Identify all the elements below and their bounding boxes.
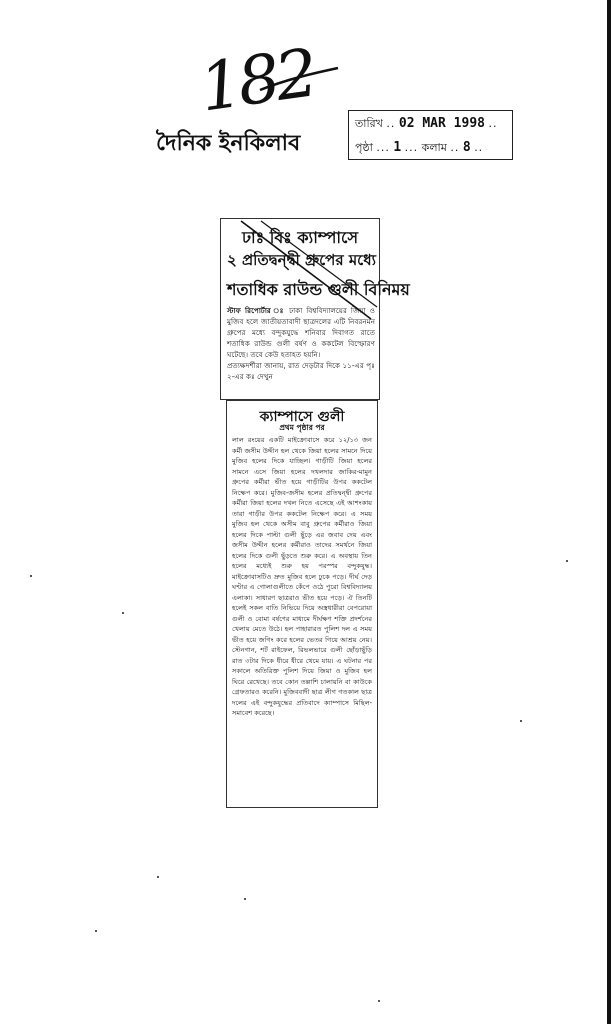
- article-body-continued: লাল রংয়ের একটি মাইক্রোবাসে করে ১২/১৩ জন কর্মী জসীম উদ্দীন হল থেকে জিয়া হলের সামনে দিয়ে মুজিব হলের দিকে যাচ্ছিল। গাড়ীটি জিয়া হলের সামনে এসে জিয়া হলের দখলদার জাকির-মামুন গ্রুপের কর্মীরা ভীত হয়ে গাড়ীটির উপর ককটেল নিক্ষেপ করে। মুজিব-জসীম হলের প্রতিদ্বন্দ্বী গ্রুপের কর্মীরা জিয়া হলের দখল নিতে এসেছে এই আশংকায় তারা গাড়ীর উপর ককটেল নিক্ষেপ করে। এ সময় মুজিব হল থেকে অসীম বাবু গ্রুপের কর্মীরাও জিয়া হলের দিকে পাল্টা গুলী ছুঁড়ে এর জবাব দেয় এবং জসীম উদ্দীন হলের কর্মীরাও তাদের সমর্থনে জিয়া হলের দিকে গুলী ছুঁড়তে শুরু করে। এ অবস্থায় তিন হলের মধ্যেই শুরু হয় পরস্পর বন্দুকযুদ্ধ। মাইক্রোবাসটিও দ্রুত মুজিব হলে ঢুকে পড়ে। দীর্ঘ দেড় ঘণ্টার এ গোলাগুলীতে কেঁপে ওঠে পুরো বিশ্ববিদ্যালয় এলাকা। সাধারণ ছাত্ররাও ভীত হয়ে পড়ে। ঐ তিনটি হলেই সকল বাতি নিভিয়ে দিয়ে অস্ত্রধারীরা বেপরোয়া গুলী ও বোমা বর্ষণের মাধ্যমে দীর্ঘক্ষণ শক্তি প্রদর্শনের খেলায় মেতে উঠে। হল পাহারারত পুলিশ দল এ সময় ভীত হয়ে জগিং করে হলের ভেতর গিয়ে আশ্রয় নেয়। স্টেনগান, শর্ট রাইফেল, রিভলভারে গুলী ছোঁড়াছুঁড়ি রাত ৩টার দিকে ধীরে ধীরে থেমে যায়। এ ঘটনার পর সকালে অতিরিক্ত পুলিশ দিয়ে জিয়া ও মুজিব হল ঘিরে রেখেছে। তবে কোন তল্লাশি চালায়নি বা কাউকে গ্রেফতারও করেনি। মুজিববাদী ছাত্র লীগ গতকাল ছাত্র দলের এই বন্দুকযুদ্ধের প্রতিবাদে ক্যাম্পাসে মিছিল-সমাবেশ করেছে।: [232, 436, 372, 717]
- scan-speck: [157, 876, 159, 878]
- news-clipping-front: [220, 218, 410, 400]
- article-text-front: ঢাকা বিশ্ববিদ্যালয়ের জিয়া ও মুজিব হলে জাতীয়তাবাদী ছাত্রদলের এটি নিবরনমন গ্রুপের মধ্যে বন্দুকযুদ্ধে শনিবার দিবাগত রাতে শতাধিক রাউন্ড গুলী বর্ষণ ও ককটেল বিস্ফোরণ ঘটেছে। তবে কেউ হতাহত হয়নি।: [227, 306, 375, 359]
- scan-speck: [30, 575, 32, 577]
- stamp-date-label: তারিখ: [355, 117, 383, 130]
- article-body-front: [227, 305, 375, 382]
- continuation-headline: ক্যাম্পাসে গুলী: [259, 409, 345, 425]
- scan-edge: [607, 0, 611, 1024]
- scan-speck: [520, 720, 522, 722]
- handwritten-number: [190, 28, 340, 128]
- news-clipping-continuation: [226, 400, 378, 808]
- headline-line-2: ২ প্রতিদ্বন্দ্বী গ্রুপের মধ্যে: [227, 251, 376, 269]
- continuation-note: প্রত্যক্ষদর্শীরা জানায়, রাত দেড়টার দিকে ১১-এর পৃঃ ২-এর কঃ দেখুন: [227, 361, 375, 381]
- scan-speck: [122, 612, 124, 614]
- stamp-date-row: তারিখ .. 02 MAR 1998 ..: [355, 116, 498, 131]
- newspaper-name: দৈনিক ইনকিলাব: [156, 131, 301, 156]
- scan-speck: [95, 930, 97, 932]
- date-stamp: [348, 110, 513, 160]
- headline-line-1: ঢাঃ বিঃ ক্যাম্পাসে: [241, 228, 359, 247]
- scan-speck: [566, 560, 568, 562]
- headline-line-3: শতাধিক রাউন্ড গুলী বিনিময়: [227, 280, 410, 299]
- stamp-column-label: কলাম: [421, 141, 447, 154]
- continuation-subhead: প্রথম পৃষ্ঠার পর: [279, 423, 325, 432]
- handwritten-underline: [190, 28, 340, 128]
- stamp-page-label: পৃষ্ঠা: [355, 141, 373, 154]
- stamp-page-value: 1: [393, 140, 402, 155]
- scan-speck: [378, 1000, 380, 1002]
- scan-speck: [244, 898, 246, 900]
- stamp-page-row: পৃষ্ঠা ... 1 ... কলাম .. 8 ..: [355, 140, 484, 155]
- byline: স্টাফ রিপোর্টার ঃ: [227, 306, 286, 315]
- stamp-date-value: 02 MAR 1998: [398, 116, 485, 131]
- stamp-column-value: 8: [462, 140, 471, 155]
- handwritten-number-text: 182: [195, 34, 319, 127]
